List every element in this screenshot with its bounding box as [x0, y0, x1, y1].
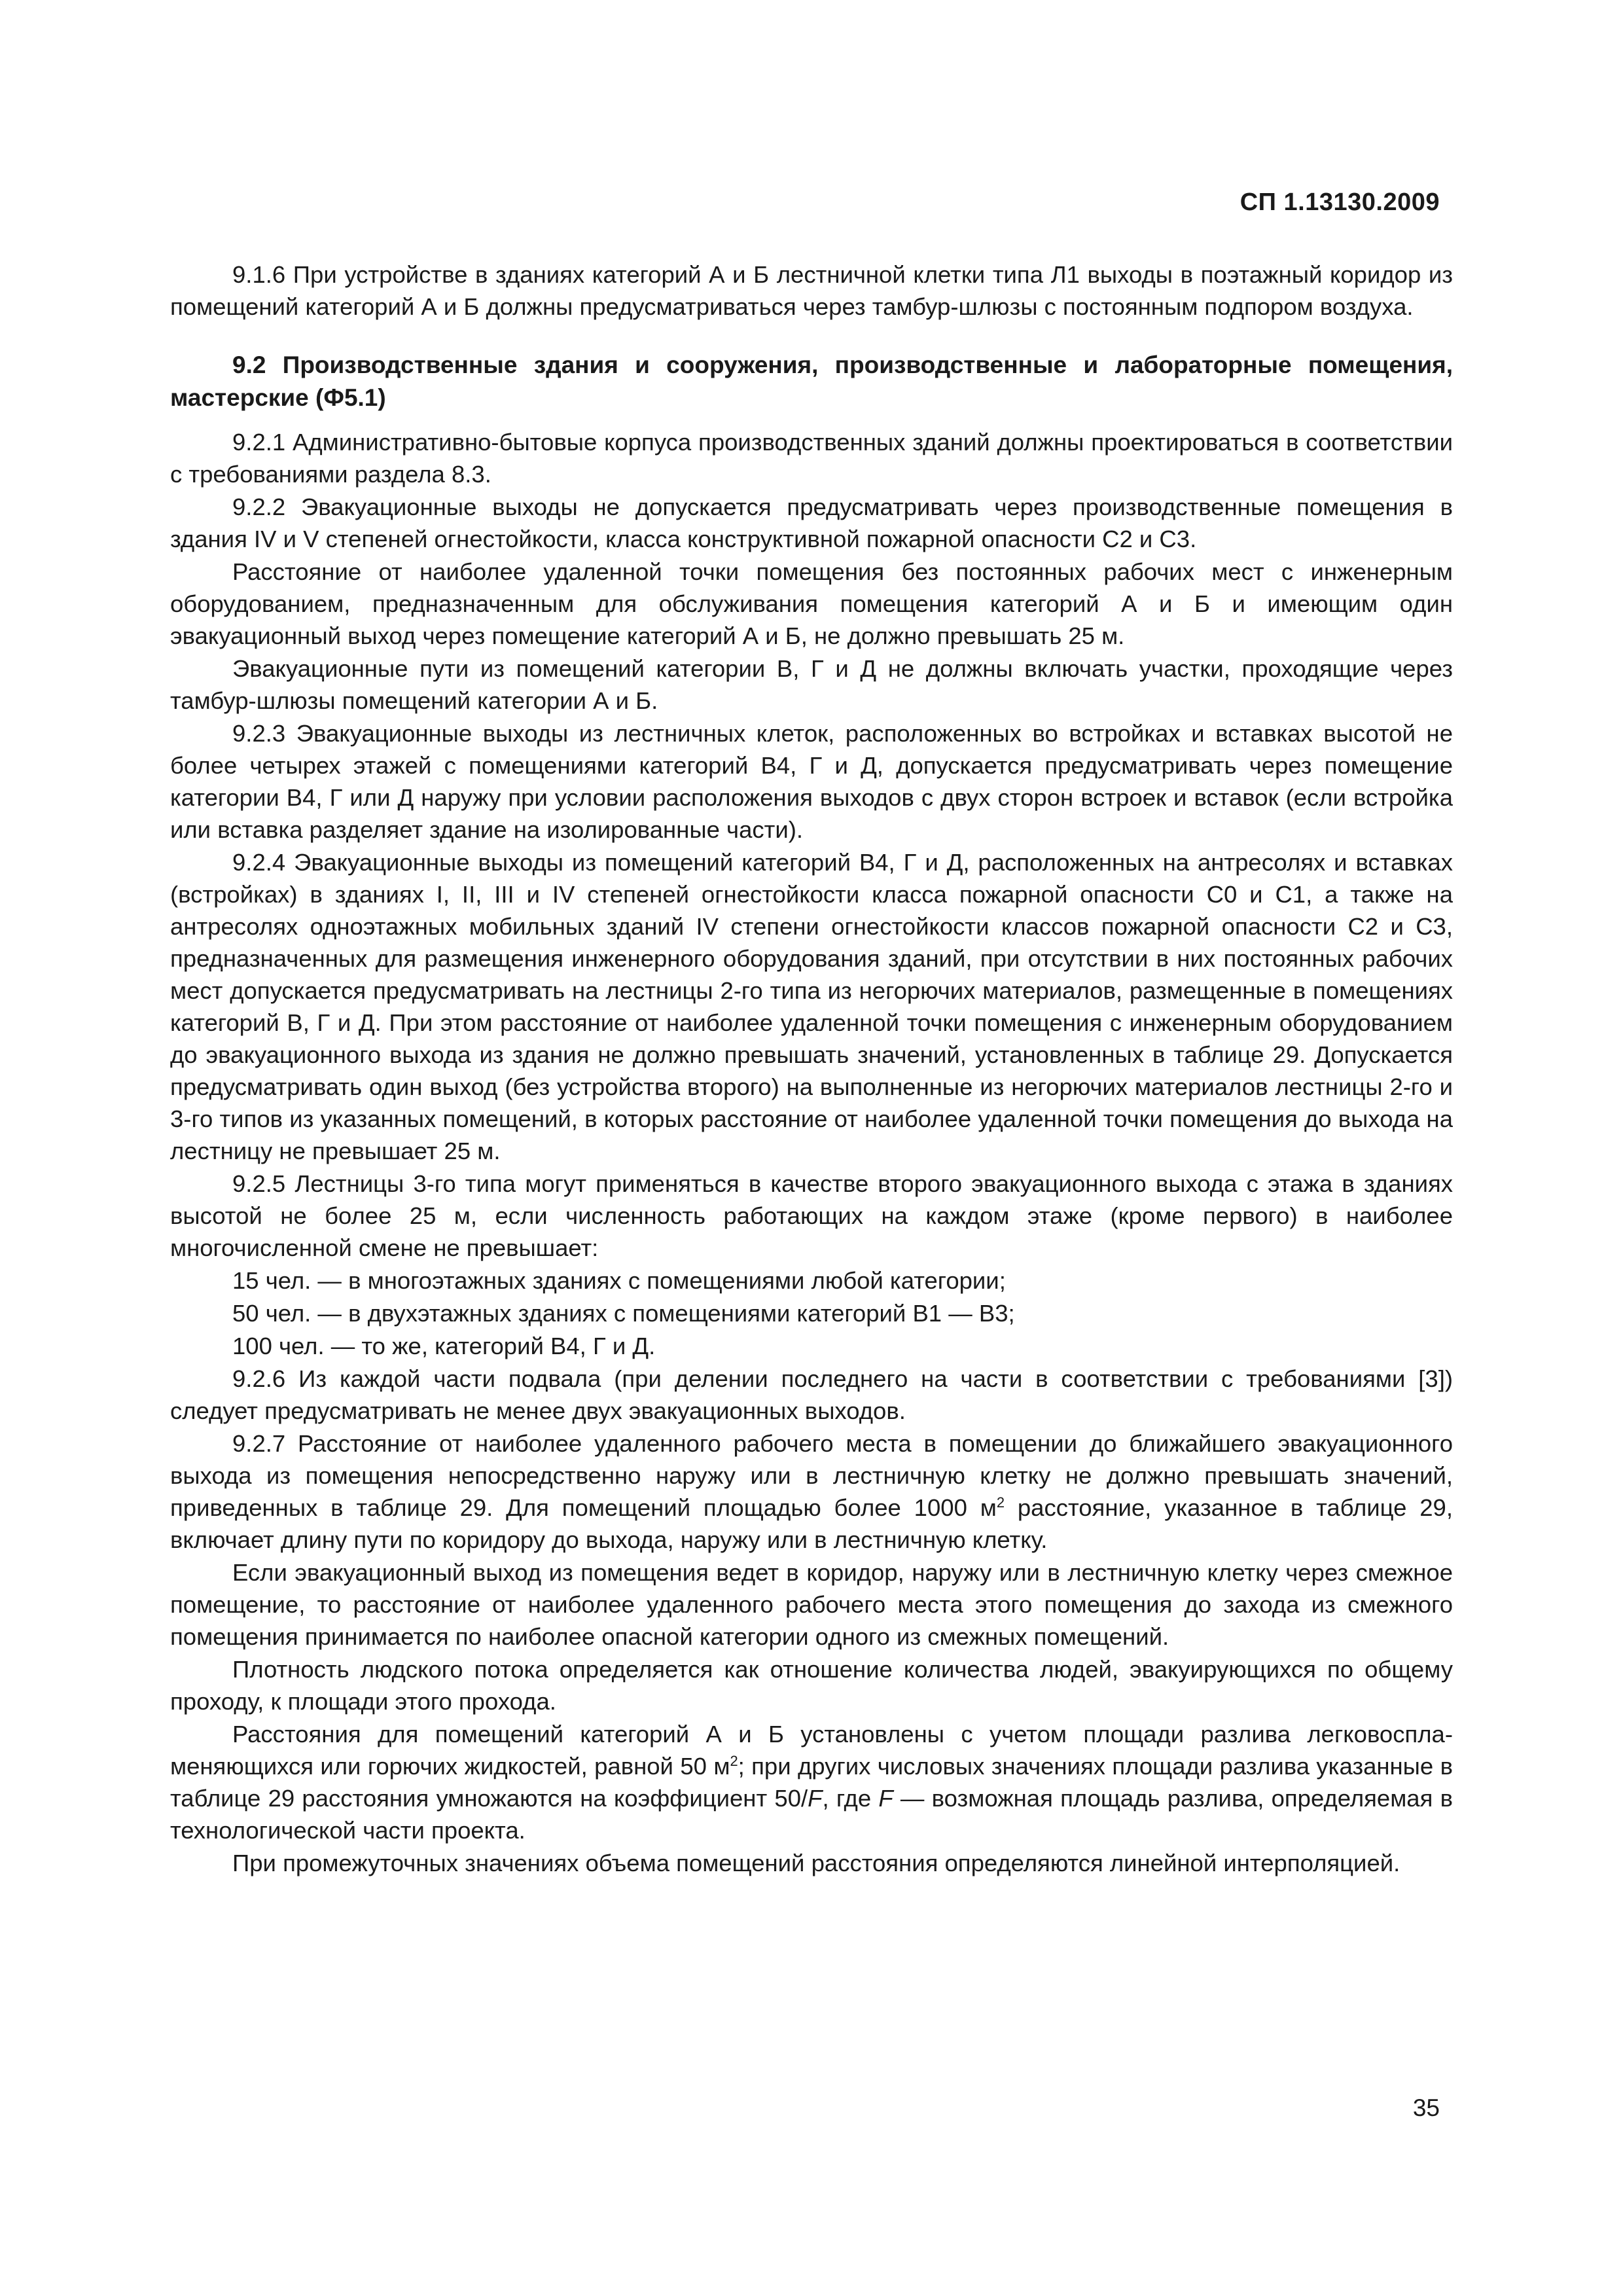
clause-9-2-5-list-item-2: 50 чел. — в двухэтажных зданиях с помещениями категорий В1 — В3;	[232, 1300, 1015, 1327]
document-body	[170, 259, 1453, 1880]
clause-9-2-1: 9.2.1 Административно-бытовые корпуса производственных зданий должны проектироваться в соответствии с требованиями раздела 8.3.	[170, 429, 1453, 488]
paragraph-4-text-b: ; при других числовых значениях площади разлива указанные в таблице 29 расстояния умножаются на коэффициент 50/	[170, 1753, 1454, 1812]
section-9-2-heading: 9.2 Производственные здания и сооружения, производственные и лабораторные помещения, мастерские (Ф5.1)	[170, 351, 1453, 411]
variable-f: F	[878, 1785, 893, 1812]
clause-9-2-4: 9.2.4 Эвакуационные выходы из помещений категорий В4, Г и Д, расположенных на антресолях и вставках (встройках) в зданиях I, II, III и IV степеней огнестойкости класса пожарной опасности С0 и С1, а также на антресолях одноэтажных мобильных зданий IV степени огнестойкости классов пожарной опасности С2 и С3, предназначенных для размещения инженерного оборудования зданий, при отсутствии в них постоянных рабочих мест допускается предусматривать на лестницы 2-го типа из негорючих материалов, размещенные в помещениях категорий В, Г и Д. При этом расстояние от наиболее удаленной точки помещения с инженерным оборудованием до эвакуационного выхода из здания не должно превышать значений, установленных в таблице 29. Допускается предусматривать один выход (без устройства второго) на выполненные из негорючих материалов лестницы 2-го и 3-го типов из указанных помещений, в которых расстояние от наиболее удаленной точки помещения до выхода на лестницу не превышает 25 м.	[170, 849, 1453, 1164]
clause-9-2-3: 9.2.3 Эвакуационные выходы из лестничных клеток, расположенных во встройках и вставках высотой не более четырех этажей с помещениями категорий В4, Г и Д, допускается предусматривать через помещение категории В4, Г или Д наружу при условии расположения выходов с двух сторон встроек и вставок (если встройка или вставка разделяет здание на изолированные части).	[170, 720, 1453, 843]
superscript-2: 2	[730, 1752, 738, 1769]
paragraph-4-text-d: — возможная площадь разлива, определяемая в технологической части проекта.	[170, 1785, 1453, 1844]
clause-9-2-7-text-b: расстояние, указанное в таблице 29, включает длину пути по коридору до выхода, наружу или в лестничную клетку.	[170, 1494, 1453, 1553]
page-number: 35	[1412, 2094, 1440, 2121]
clause-9-2-5-list-item-3: 100 чел. — то же, категорий В4, Г и Д.	[232, 1333, 656, 1359]
clause-9-2-7-paragraph-4	[170, 1718, 1453, 1846]
clause-9-2-7	[170, 1427, 1453, 1556]
superscript-2: 2	[996, 1494, 1005, 1511]
paragraph-4-text-c: , где	[822, 1785, 879, 1812]
clause-9-2-7-paragraph-3: Плотность людского потока определяется как отношение количества людей, эвакуирующихся по общему проходу, к площади этого прохода.	[170, 1656, 1453, 1715]
paragraph-4-text-a: Расстояния для помещений категорий А и Б установлены с учетом площади разлива легковоспламеняющихся или горючих жидкостей, равной 50 м	[170, 1721, 1453, 1780]
clause-9-2-6: 9.2.6 Из каждой части подвала (при делении последнего на части в соответствии с требованиями [3]) следует предусматривать не менее двух эвакуационных выходов.	[170, 1365, 1453, 1424]
clause-9-2-5: 9.2.5 Лестницы 3-го типа могут применяться в качестве второго эвакуационного выхода с этажа в зданиях высотой не более 25 м, если численность работающих на каждом этаже (кроме первого) в наиболее многочисленной смене не превышает:	[170, 1170, 1453, 1261]
variable-f: F	[808, 1785, 823, 1812]
clause-9-2-2: 9.2.2 Эвакуационные выходы не допускается предусматривать через производственные помещения в здания IV и V степеней огнестойкости, класса конструктивной пожарной опасности С2 и С3.	[170, 493, 1453, 552]
clause-9-2-7-paragraph-5: При промежуточных значениях объема помещений расстояния определяются линейной интерполяцией.	[232, 1850, 1400, 1876]
document-code: СП 1.13130.2009	[1240, 188, 1440, 216]
clause-9-2-7-text-a: 9.2.7 Расстояние от наиболее удаленного рабочего места в помещении до ближайшего эвакуационного выхода из помещения непосредственно наружу или в лестничную клетку не должно превышать значений, приведенных в таблице 29. Для помещений площадью более 1000 м	[170, 1430, 1453, 1521]
clause-9-2-7-paragraph-2: Если эвакуационный выход из помещения ведет в коридор, наружу или в лестничную клетку через смежное помещение, то расстояние от наиболее удаленного рабочего места этого помещения до захода из смежного помещения принимается по наиболее опасной категории одного из смежных помещений.	[170, 1559, 1453, 1650]
clause-9-2-2-paragraph-2: Расстояние от наиболее удаленной точки помещения без постоянных рабочих мест с инженерным оборудованием, предназначенным для обслуживания помещения категорий А и Б и имеющим один эвакуационный выход через помещение категорий А и Б, не должно превышать 25 м.	[170, 558, 1453, 649]
clause-9-1-6: 9.1.6 При устройстве в зданиях категорий А и Б лестничной клетки типа Л1 выходы в поэтажный коридор из помещений категорий А и Б должны предусматриваться через тамбур-шлюзы с постоянным подпором воздуха.	[170, 261, 1453, 320]
clause-9-2-2-paragraph-3: Эвакуационные пути из помещений категории В, Г и Д не должны включать участки, проходящие через тамбур-шлюзы помещений категории А и Б.	[170, 655, 1453, 714]
clause-9-2-5-list-item-1: 15 чел. — в многоэтажных зданиях с помещениями любой категории;	[232, 1267, 1006, 1294]
